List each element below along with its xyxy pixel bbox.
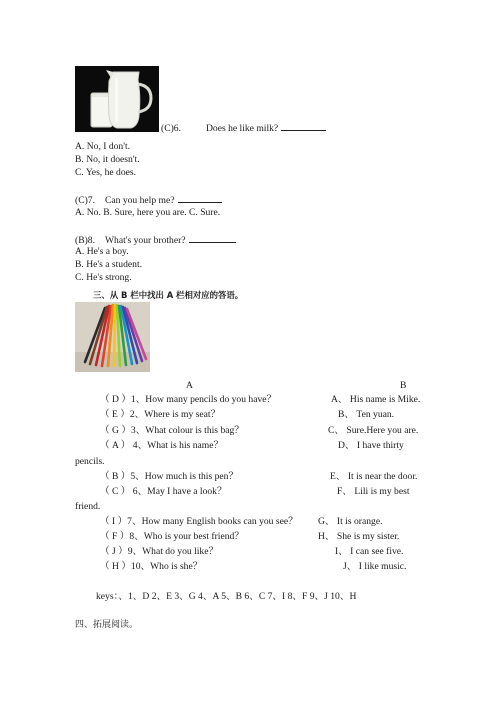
q6-line [161,121,326,135]
q8-prefix: (B)8. [75,235,95,246]
q6-answer-blank[interactable] [281,121,326,131]
answer-keys: keys：、1、D 2、E 3、G 4、A 5、B 6、C 7、I 8、F 9、J 10、H [96,591,357,602]
q6-option-a: A. No, I don't. [75,141,131,152]
section-4-title: 四、拓展阅读。 [75,620,139,630]
match-a-item: （ C ） 6、May I have a look？ [100,486,227,497]
match-b-item: B、 Ten yuan. [338,409,395,420]
match-b-item: E、 It is near the door. [330,471,418,482]
milk-photo [75,66,159,132]
column-a-header: A [186,380,193,391]
q6-prefix: (C)6. [161,123,181,134]
match-b-item: A、 His name is Mike. [331,394,421,405]
match-b-item: J、 I like music. [343,561,407,572]
q7-answer-blank[interactable] [178,193,222,203]
q8-line [75,233,236,247]
q7-prefix: (C)7. [75,195,95,206]
match-a-item: （ G ）3、What colour is this bag？ [100,425,244,436]
column-b-header: B [400,380,407,391]
q8-option-c: C. He's strong. [75,272,132,283]
match-a-item: （ F ）8、Who is your best friend？ [100,531,244,542]
match-a-item: （ E ）2、Where is my seat？ [100,409,221,420]
match-b-item: H、 She is my sister. [318,531,400,542]
colored-pencils-photo [75,302,150,372]
match-a-item: （ B ）5、How much is this pen？ [100,471,239,482]
match-a-item: （ H ）10、Who is she？ [100,561,203,572]
match-a-item: （ D ）1、How many pencils do you have？ [100,394,277,405]
match-a-item: （ J ）9、What do you like？ [100,546,219,557]
q7-question: Can you help me? [104,195,175,206]
q6-option-b: B. No, it doesn't. [75,154,140,165]
q7-options: A. No. B. Sure, here you are. C. Sure. [75,207,221,218]
match-a-item: friend. [75,501,101,512]
match-a-item: pencils. [75,456,105,467]
q6-question: Does he like milk? [205,123,279,134]
match-b-item: F、 Lili is my best [337,486,410,497]
q8-option-a: A. He's a boy. [75,246,129,257]
q7-line [75,193,222,207]
match-a-item: （ A ） 4、What is his name？ [100,440,224,451]
match-b-item: C、 Sure.Here you are. [328,425,419,436]
q8-option-b: B. He's a student. [75,259,143,270]
match-b-item: G、 It is orange. [318,516,383,527]
match-b-item: D、 I have thirty [338,440,404,451]
q6-option-c: C. Yes, he does. [75,167,137,178]
section-3-title: 三、从 B 栏中找出 A 栏相对应的答语。 [93,290,244,300]
q8-answer-blank[interactable] [189,233,236,243]
match-b-item: I、 I can see five. [335,546,404,557]
match-a-item: （ I ）7、How many English books can you see？ [100,516,298,527]
q8-question: What's your brother? [104,235,186,246]
